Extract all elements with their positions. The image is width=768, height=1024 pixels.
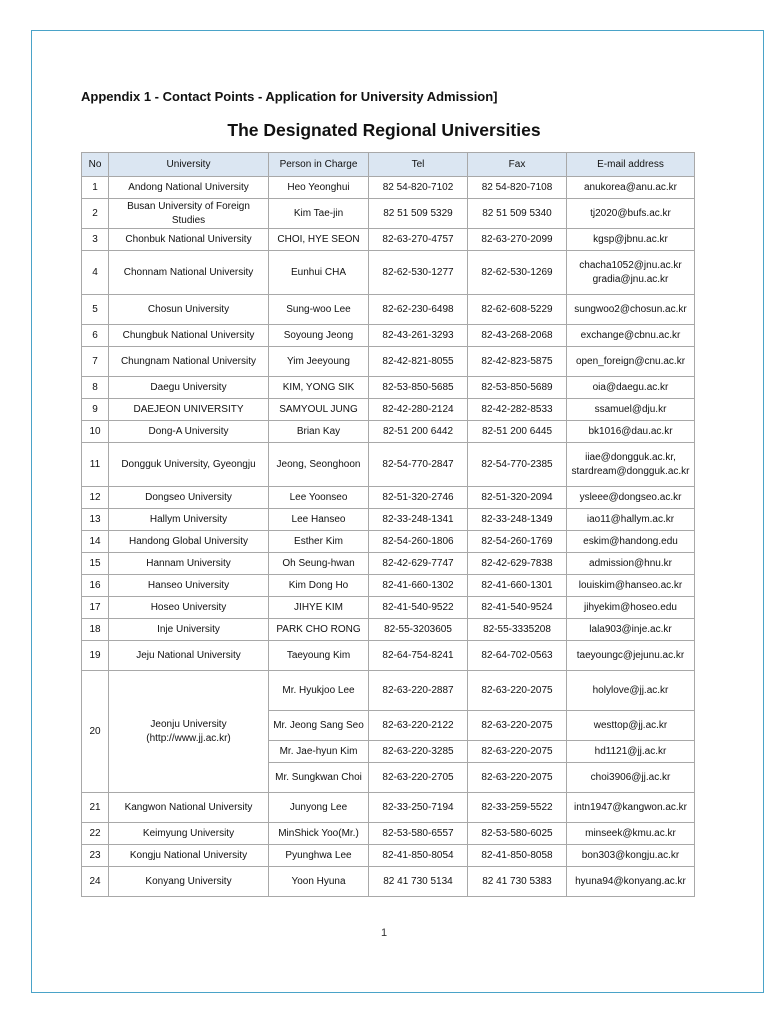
cell-no: 6 (82, 325, 109, 347)
cell-tel: 82-63-220-2122 (369, 711, 468, 741)
cell-no: 19 (82, 641, 109, 671)
cell-no: 5 (82, 295, 109, 325)
cell-person: Esther Kim (269, 531, 369, 553)
cell-tel: 82 41 730 5134 (369, 867, 468, 897)
cell-email[interactable]: lala903@inje.ac.kr (567, 619, 695, 641)
cell-person: Taeyoung Kim (269, 641, 369, 671)
cell-email[interactable]: chacha1052@jnu.ac.kr gradia@jnu.ac.kr (567, 251, 695, 295)
cell-tel: 82-63-220-2705 (369, 763, 468, 793)
cell-university: Chonbuk National University (109, 229, 269, 251)
table-body (82, 177, 695, 897)
cell-fax: 82 54-820-7108 (468, 177, 567, 199)
table-row (82, 399, 695, 421)
cell-email[interactable]: kgsp@jbnu.ac.kr (567, 229, 695, 251)
cell-no: 12 (82, 487, 109, 509)
table-row (82, 641, 695, 671)
cell-email[interactable]: ysleee@dongseo.ac.kr (567, 487, 695, 509)
cell-university: Dong-A University (109, 421, 269, 443)
cell-tel: 82-51 200 6442 (369, 421, 468, 443)
cell-fax: 82-33-259-5522 (468, 793, 567, 823)
table-row (82, 443, 695, 487)
cell-tel: 82-53-580-6557 (369, 823, 468, 845)
table-row (82, 531, 695, 553)
cell-email[interactable]: hyuna94@konyang.ac.kr (567, 867, 695, 897)
cell-person: Lee Yoonseo (269, 487, 369, 509)
cell-person: Lee Hanseo (269, 509, 369, 531)
cell-tel: 82-41-660-1302 (369, 575, 468, 597)
cell-tel: 82-42-821-8055 (369, 347, 468, 377)
cell-university: Dongguk University, Gyeongju (109, 443, 269, 487)
cell-tel: 82-62-530-1277 (369, 251, 468, 295)
cell-email[interactable]: admission@hnu.kr (567, 553, 695, 575)
cell-person: CHOI, HYE SEON (269, 229, 369, 251)
cell-person: Brian Kay (269, 421, 369, 443)
cell-email[interactable]: open_foreign@cnu.ac.kr (567, 347, 695, 377)
table-row (82, 229, 695, 251)
cell-fax: 82-42-282-8533 (468, 399, 567, 421)
table-row (82, 553, 695, 575)
cell-university: Inje University (109, 619, 269, 641)
cell-university: Hoseo University (109, 597, 269, 619)
cell-university: Konyang University (109, 867, 269, 897)
table-row (82, 487, 695, 509)
cell-email[interactable]: oia@daegu.ac.kr (567, 377, 695, 399)
cell-email[interactable]: intn1947@kangwon.ac.kr (567, 793, 695, 823)
cell-person: SAMYOUL JUNG (269, 399, 369, 421)
appendix-heading: Appendix 1 - Contact Points - Application for University Admission] (81, 89, 498, 104)
cell-email[interactable]: hd1121@jj.ac.kr (567, 741, 695, 763)
cell-person: Kim Dong Ho (269, 575, 369, 597)
cell-email[interactable]: sungwoo2@chosun.ac.kr (567, 295, 695, 325)
cell-no: 13 (82, 509, 109, 531)
cell-tel: 82-41-540-9522 (369, 597, 468, 619)
cell-fax: 82-55-3335208 (468, 619, 567, 641)
cell-university: Chonnam National University (109, 251, 269, 295)
table-row (82, 177, 695, 199)
cell-no: 2 (82, 199, 109, 229)
cell-fax: 82-53-850-5689 (468, 377, 567, 399)
cell-tel: 82-41-850-8054 (369, 845, 468, 867)
cell-tel: 82-54-260-1806 (369, 531, 468, 553)
cell-fax: 82-63-220-2075 (468, 741, 567, 763)
cell-fax: 82-51-320-2094 (468, 487, 567, 509)
cell-tel: 82 54-820-7102 (369, 177, 468, 199)
cell-email[interactable]: westtop@jj.ac.kr (567, 711, 695, 741)
cell-no: 1 (82, 177, 109, 199)
table-row (82, 845, 695, 867)
cell-university: Chungbuk National University (109, 325, 269, 347)
table-row (82, 421, 695, 443)
cell-tel: 82-51-320-2746 (369, 487, 468, 509)
cell-no: 10 (82, 421, 109, 443)
cell-person: Yoon Hyuna (269, 867, 369, 897)
cell-tel: 82 51 509 5329 (369, 199, 468, 229)
cell-no: 3 (82, 229, 109, 251)
cell-email[interactable]: choi3906@jj.ac.kr (567, 763, 695, 793)
cell-person: Mr. Jae-hyun Kim (269, 741, 369, 763)
cell-university: Hallym University (109, 509, 269, 531)
cell-tel: 82-63-220-2887 (369, 671, 468, 711)
cell-email[interactable]: eskim@handong.edu (567, 531, 695, 553)
cell-tel: 82-42-280-2124 (369, 399, 468, 421)
cell-university: Jeju National University (109, 641, 269, 671)
cell-no: 23 (82, 845, 109, 867)
table-row (82, 325, 695, 347)
cell-email[interactable]: taeyoungc@jejunu.ac.kr (567, 641, 695, 671)
cell-email[interactable]: minseek@kmu.ac.kr (567, 823, 695, 845)
cell-email[interactable]: bk1016@dau.ac.kr (567, 421, 695, 443)
cell-no: 8 (82, 377, 109, 399)
cell-person: MinShick Yoo(Mr.) (269, 823, 369, 845)
cell-tel: 82-64-754-8241 (369, 641, 468, 671)
cell-tel: 82-33-248-1341 (369, 509, 468, 531)
cell-person: Kim Tae-jin (269, 199, 369, 229)
cell-fax: 82-42-823-5875 (468, 347, 567, 377)
cell-fax: 82-41-660-1301 (468, 575, 567, 597)
cell-fax: 82-33-248-1349 (468, 509, 567, 531)
cell-tel: 82-42-629-7747 (369, 553, 468, 575)
cell-email[interactable]: iao11@hallym.ac.kr (567, 509, 695, 531)
cell-person: PARK CHO RONG (269, 619, 369, 641)
table-row (82, 597, 695, 619)
cell-email[interactable]: holylove@jj.ac.kr (567, 671, 695, 711)
cell-person: Oh Seung-hwan (269, 553, 369, 575)
cell-university: Kangwon National University (109, 793, 269, 823)
cell-person: JIHYE KIM (269, 597, 369, 619)
cell-fax: 82-62-608-5229 (468, 295, 567, 325)
cell-university: Chosun University (109, 295, 269, 325)
cell-person: Heo Yeonghui (269, 177, 369, 199)
cell-no: 7 (82, 347, 109, 377)
cell-no: 16 (82, 575, 109, 597)
cell-fax: 82-53-580-6025 (468, 823, 567, 845)
cell-tel: 82-53-850-5685 (369, 377, 468, 399)
cell-tel: 82-55-3203605 (369, 619, 468, 641)
cell-university: Hanseo University (109, 575, 269, 597)
column-header-university: University (109, 153, 269, 177)
cell-email[interactable]: bon303@kongju.ac.kr (567, 845, 695, 867)
column-header-fax: Fax (468, 153, 567, 177)
cell-fax: 82-54-770-2385 (468, 443, 567, 487)
cell-university: Daegu University (109, 377, 269, 399)
cell-fax: 82-63-220-2075 (468, 711, 567, 741)
cell-fax: 82-43-268-2068 (468, 325, 567, 347)
table-row (82, 867, 695, 897)
cell-fax: 82-41-540-9524 (468, 597, 567, 619)
column-header-tel: Tel (369, 153, 468, 177)
cell-no: 9 (82, 399, 109, 421)
cell-no: 11 (82, 443, 109, 487)
cell-university: Jeonju University (http://www.jj.ac.kr) (109, 671, 269, 793)
cell-university: Andong National University (109, 177, 269, 199)
cell-university: Kongju National University (109, 845, 269, 867)
contacts-table (81, 152, 695, 897)
cell-fax: 82-41-850-8058 (468, 845, 567, 867)
cell-fax: 82-63-220-2075 (468, 671, 567, 711)
cell-fax: 82-42-629-7838 (468, 553, 567, 575)
table-header-row (82, 153, 695, 177)
cell-person: Jeong, Seonghoon (269, 443, 369, 487)
cell-no: 14 (82, 531, 109, 553)
cell-university: Chungnam National University (109, 347, 269, 377)
column-header-no: No (82, 153, 109, 177)
page-title: The Designated Regional Universities (227, 120, 541, 140)
cell-no: 20 (82, 671, 109, 793)
cell-no: 17 (82, 597, 109, 619)
cell-person: Soyoung Jeong (269, 325, 369, 347)
cell-no: 22 (82, 823, 109, 845)
cell-no: 15 (82, 553, 109, 575)
cell-no: 21 (82, 793, 109, 823)
cell-email[interactable]: ssamuel@dju.kr (567, 399, 695, 421)
table-row (82, 377, 695, 399)
cell-person: Junyong Lee (269, 793, 369, 823)
cell-fax: 82-51 200 6445 (468, 421, 567, 443)
cell-person: Yim Jeeyoung (269, 347, 369, 377)
cell-university: Keimyung University (109, 823, 269, 845)
cell-university: Handong Global University (109, 531, 269, 553)
table-row (82, 509, 695, 531)
cell-no: 24 (82, 867, 109, 897)
cell-email[interactable]: jihyekim@hoseo.edu (567, 597, 695, 619)
cell-email[interactable]: exchange@cbnu.ac.kr (567, 325, 695, 347)
table-row (82, 671, 695, 711)
cell-person: Sung-woo Lee (269, 295, 369, 325)
cell-no: 4 (82, 251, 109, 295)
cell-person: Mr. Jeong Sang Seo (269, 711, 369, 741)
cell-email[interactable]: anukorea@anu.ac.kr (567, 177, 695, 199)
cell-university: Dongseo University (109, 487, 269, 509)
cell-person: Pyunghwa Lee (269, 845, 369, 867)
cell-email[interactable]: louiskim@hanseo.ac.kr (567, 575, 695, 597)
table-row (82, 347, 695, 377)
table-row (82, 295, 695, 325)
cell-person: Mr. Sungkwan Choi (269, 763, 369, 793)
cell-email[interactable]: tj2020@bufs.ac.kr (567, 199, 695, 229)
cell-tel: 82-33-250-7194 (369, 793, 468, 823)
cell-person: Eunhui CHA (269, 251, 369, 295)
cell-tel: 82-54-770-2847 (369, 443, 468, 487)
cell-person: KIM, YONG SIK (269, 377, 369, 399)
page-number: 1 (380, 927, 388, 939)
cell-tel: 82-43-261-3293 (369, 325, 468, 347)
cell-fax: 82 41 730 5383 (468, 867, 567, 897)
table-row (82, 619, 695, 641)
cell-tel: 82-62-230-6498 (369, 295, 468, 325)
cell-email[interactable]: iiae@dongguk.ac.kr, stardream@dongguk.ac.kr (567, 443, 695, 487)
table-row (82, 793, 695, 823)
cell-university: Busan University of Foreign Studies (109, 199, 269, 229)
cell-fax: 82-54-260-1769 (468, 531, 567, 553)
cell-fax: 82-63-220-2075 (468, 763, 567, 793)
cell-university: Hannam University (109, 553, 269, 575)
cell-tel: 82-63-270-4757 (369, 229, 468, 251)
cell-fax: 82 51 509 5340 (468, 199, 567, 229)
cell-tel: 82-63-220-3285 (369, 741, 468, 763)
column-header-person: Person in Charge (269, 153, 369, 177)
table-row (82, 199, 695, 229)
cell-fax: 82-64-702-0563 (468, 641, 567, 671)
table-row (82, 251, 695, 295)
cell-university: DAEJEON UNIVERSITY (109, 399, 269, 421)
table-row (82, 823, 695, 845)
cell-fax: 82-62-530-1269 (468, 251, 567, 295)
column-header-email: E-mail address (567, 153, 695, 177)
cell-no: 18 (82, 619, 109, 641)
cell-fax: 82-63-270-2099 (468, 229, 567, 251)
table-row (82, 575, 695, 597)
cell-person: Mr. Hyukjoo Lee (269, 671, 369, 711)
